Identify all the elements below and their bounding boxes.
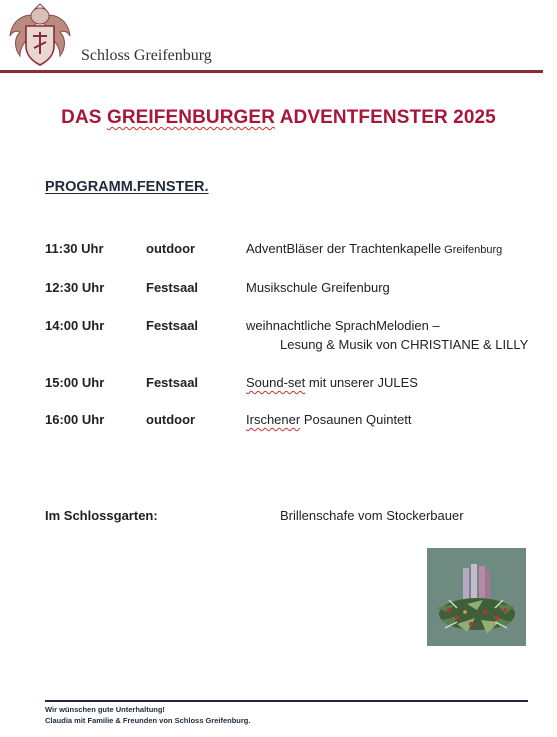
program-time: 15:00 Uhr [45, 375, 105, 390]
program-venue: Festsaal [146, 280, 199, 295]
title-prefix: DAS [61, 107, 107, 128]
program-desc: AdventBläser der Trachtenkapelle Greifenburg [246, 241, 503, 256]
program-venue: Festsaal [146, 318, 199, 333]
footer-line2: Claudia mit Familie & Freunden von Schloss Greifenburg. [45, 716, 251, 725]
section-heading: PROGRAMM.FENSTER. [45, 179, 209, 195]
garden-label: Im Schlossgarten: [45, 508, 158, 523]
title-suffix: 2025 [447, 107, 496, 128]
program-desc: Musikschule Greifenburg [246, 280, 390, 295]
program-venue: outdoor [146, 412, 196, 427]
header-rule [0, 70, 543, 73]
title-mid: ADVENTFENSTER [275, 107, 448, 128]
program-desc: Irschener Posaunen Quintett [246, 412, 412, 427]
footer-line1: Wir wünschen gute Unterhaltung! [45, 705, 165, 714]
garden-value: Brillenschafe vom Stockerbauer [280, 508, 464, 523]
advent-wreath-icon [427, 548, 526, 646]
coat-of-arms-icon [6, 2, 74, 68]
program-desc-line2: Lesung & Musik von CHRISTIANE & LILLY [280, 337, 529, 352]
program-venue: Festsaal [146, 375, 199, 390]
program-time: 12:30 Uhr [45, 280, 105, 295]
title-squiggle-word: GREIFENBURGER [106, 107, 276, 128]
page-title [0, 107, 557, 129]
footer-rule [45, 700, 528, 702]
program-time: 14:00 Uhr [45, 318, 105, 333]
footer [45, 704, 250, 726]
program-desc: Sound-set mit unserer JULES [246, 375, 418, 390]
program-time: 16:00 Uhr [45, 412, 105, 427]
program-venue: outdoor [146, 241, 196, 256]
program-desc: weihnachtliche SprachMelodien – [246, 318, 440, 333]
brand-name: Schloss Greifenburg [81, 47, 212, 64]
program-time: 11:30 Uhr [45, 241, 104, 256]
